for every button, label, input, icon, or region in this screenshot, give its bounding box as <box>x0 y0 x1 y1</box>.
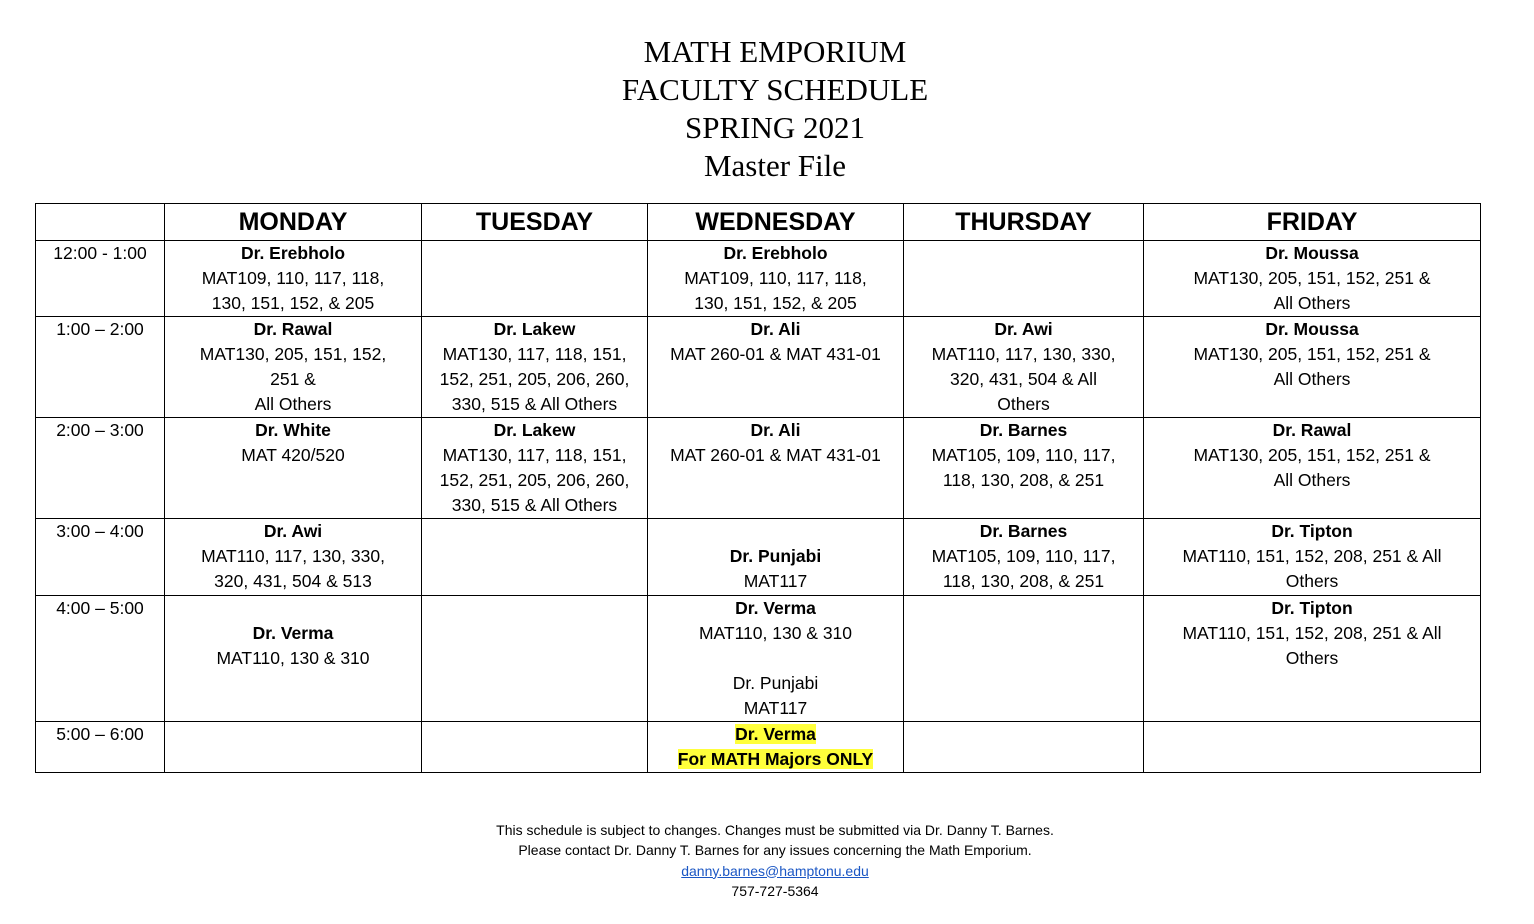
schedule-cell <box>165 519 422 596</box>
schedule-cell <box>422 519 648 596</box>
schedule-cell <box>422 317 648 418</box>
course-list: MAT110, 151, 152, 208, 251 & All <box>1182 546 1442 566</box>
schedule-cell <box>904 317 1144 418</box>
table-row <box>36 317 1481 418</box>
course-list: 130, 151, 152, & 205 <box>211 293 375 313</box>
course-list: Others <box>1285 571 1339 591</box>
time-label: 2:00 – 3:00 <box>56 420 144 440</box>
time-slot <box>36 519 165 596</box>
instructor-name: Dr. Awi <box>994 319 1053 339</box>
course-list: MAT117 <box>743 698 808 718</box>
schedule-cell <box>1144 418 1481 519</box>
course-list: MAT105, 109, 110, 117, <box>931 546 1116 566</box>
time-slot <box>36 317 165 418</box>
course-list: All Others <box>1273 470 1351 490</box>
instructor-name: Dr. Erebholo <box>723 243 828 263</box>
footer-note: Please contact Dr. Danny T. Barnes for any issues concerning the Math Emporium. <box>518 842 1032 859</box>
instructor-name: Dr. Tipton <box>1271 598 1353 618</box>
instructor-name: Dr. Barnes <box>979 420 1068 440</box>
instructor-name: Dr. Ali <box>750 420 801 440</box>
time-label: 3:00 – 4:00 <box>56 521 144 541</box>
course-list: Others <box>1285 648 1339 668</box>
course-list: All Others <box>254 394 332 414</box>
time-label: 5:00 – 6:00 <box>56 724 144 744</box>
schedule-cell <box>1144 241 1481 317</box>
course-list: MAT 260-01 & MAT 431-01 <box>670 344 881 364</box>
column-header: FRIDAY <box>1144 204 1481 241</box>
title-line: MATH EMPORIUM <box>643 34 907 69</box>
schedule-cell <box>422 418 648 519</box>
time-label: 12:00 - 1:00 <box>53 243 147 263</box>
instructor-name: Dr. White <box>255 420 331 440</box>
course-list: MAT130, 117, 118, 151, <box>442 344 627 364</box>
schedule-cell <box>422 241 648 317</box>
course-list: 330, 515 & All Others <box>451 495 618 515</box>
course-list: MAT117 <box>743 571 808 591</box>
schedule-cell <box>165 241 422 317</box>
instructor-name: Dr. Rawal <box>1272 420 1352 440</box>
instructor-name: Dr. Moussa <box>1265 319 1359 339</box>
schedule-cell <box>165 722 422 773</box>
course-list: 152, 251, 205, 206, 260, <box>439 470 630 490</box>
table-row <box>36 418 1481 519</box>
schedule-cell <box>165 596 422 722</box>
table-row <box>36 722 1481 773</box>
schedule-cell <box>165 317 422 418</box>
schedule-cell <box>165 418 422 519</box>
course-list: 330, 515 & All Others <box>451 394 618 414</box>
column-header: TUESDAY <box>422 204 648 241</box>
course-list: 320, 431, 504 & 513 <box>214 571 372 591</box>
email-link[interactable]: danny.barnes@hamptonu.edu <box>681 862 869 879</box>
schedule-cell <box>1144 519 1481 596</box>
schedule-cell <box>648 317 904 418</box>
course-list: 118, 130, 208, & 251 <box>942 470 1105 490</box>
schedule-cell <box>904 596 1144 722</box>
course-list: MAT130, 117, 118, 151, <box>442 445 627 465</box>
schedule-cell <box>1144 317 1481 418</box>
document-title <box>0 33 1534 185</box>
footer <box>0 820 1534 901</box>
course-list: MAT110, 117, 130, 330, <box>931 344 1116 364</box>
course-list: MAT 420/520 <box>241 445 345 465</box>
course-list: MAT110, 151, 152, 208, 251 & All <box>1182 623 1442 643</box>
time-slot <box>36 596 165 722</box>
course-list: 152, 251, 205, 206, 260, <box>439 369 630 389</box>
phone-number: 757-727-5364 <box>731 882 819 899</box>
course-list: Others <box>997 394 1050 414</box>
course-list: MAT109, 110, 117, 118, <box>684 268 867 288</box>
instructor-name: For MATH Majors ONLY <box>677 749 874 769</box>
schedule-cell <box>648 418 904 519</box>
title-line: SPRING 2021 <box>684 110 865 145</box>
instructor-name: Dr. Punjabi <box>729 546 822 566</box>
table-row <box>36 241 1481 317</box>
instructor-name: Dr. Lakew <box>493 319 576 339</box>
schedule-cell <box>648 241 904 317</box>
schedule-cell <box>422 722 648 773</box>
instructor-name: Dr. Awi <box>263 521 323 541</box>
column-header <box>36 204 165 241</box>
title-line: FACULTY SCHEDULE <box>621 72 929 107</box>
course-list: 251 & <box>270 369 316 389</box>
title-line: Master File <box>703 148 847 183</box>
footer-note: This schedule is subject to changes. Changes must be submitted via Dr. Danny T. Barnes. <box>496 822 1054 838</box>
course-list: All Others <box>1273 369 1351 389</box>
course-list: 118, 130, 208, & 251 <box>942 571 1105 591</box>
instructor-name: Dr. Lakew <box>493 420 576 440</box>
column-header: WEDNESDAY <box>648 204 904 241</box>
course-list: MAT130, 205, 151, 152, 251 & <box>1193 268 1431 288</box>
instructor-name: Dr. Erebholo <box>240 243 346 263</box>
schedule-cell <box>1144 722 1481 773</box>
schedule-cell <box>422 596 648 722</box>
instructor-name: Dr. Ali <box>750 319 801 339</box>
schedule-cell <box>904 241 1144 317</box>
course-list: All Others <box>1273 293 1351 313</box>
course-list: MAT 260-01 & MAT 431-01 <box>670 445 881 465</box>
table-row <box>36 519 1481 596</box>
instructor-name: Dr. Verma <box>252 623 334 643</box>
time-slot <box>36 722 165 773</box>
course-list: 320, 431, 504 & All <box>950 369 1097 389</box>
schedule-cell <box>648 519 904 596</box>
schedule-cell <box>648 722 904 773</box>
course-list: MAT105, 109, 110, 117, <box>931 445 1116 465</box>
course-list: MAT130, 205, 151, 152, 251 & <box>1193 445 1431 465</box>
header-row <box>36 204 1481 241</box>
table-row <box>36 596 1481 722</box>
schedule-table <box>35 203 1481 773</box>
column-header: MONDAY <box>165 204 422 241</box>
course-list: MAT109, 110, 117, 118, <box>201 268 385 288</box>
schedule-cell <box>904 519 1144 596</box>
course-list: MAT110, 130 & 310 <box>216 648 370 668</box>
schedule-cell <box>1144 596 1481 722</box>
course-list: MAT130, 205, 151, 152, 251 & <box>1193 344 1431 364</box>
instructor-name: Dr. Verma <box>735 598 816 618</box>
instructor-name: Dr. Verma <box>735 724 816 744</box>
time-label: 4:00 – 5:00 <box>56 598 144 618</box>
time-slot <box>36 418 165 519</box>
course-list: Dr. Punjabi <box>732 673 819 693</box>
instructor-name: Dr. Rawal <box>253 319 333 339</box>
course-list: 130, 151, 152, & 205 <box>694 293 857 313</box>
instructor-name: Dr. Barnes <box>979 521 1068 541</box>
instructor-name: Dr. Moussa <box>1265 243 1359 263</box>
course-list: MAT110, 130 & 310 <box>698 623 853 643</box>
schedule-cell <box>904 418 1144 519</box>
schedule-cell <box>904 722 1144 773</box>
course-list: MAT110, 117, 130, 330, <box>201 546 385 566</box>
time-slot <box>36 241 165 317</box>
time-label: 1:00 – 2:00 <box>56 319 144 339</box>
course-list: MAT130, 205, 151, 152, <box>199 344 387 364</box>
column-header: THURSDAY <box>904 204 1144 241</box>
schedule-cell <box>648 596 904 722</box>
instructor-name: Dr. Tipton <box>1271 521 1353 541</box>
